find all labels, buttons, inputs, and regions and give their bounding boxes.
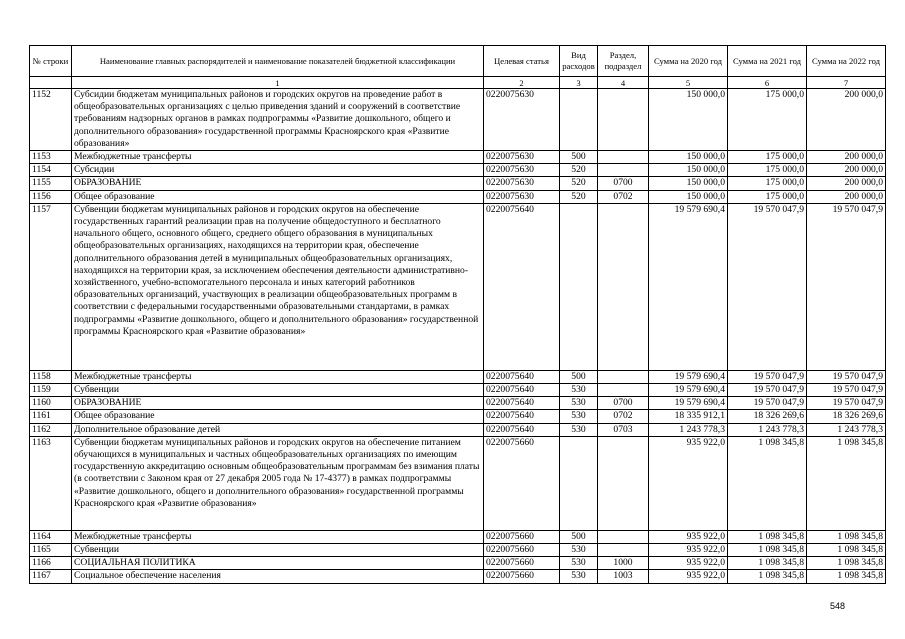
row-target-article: 0220075660: [484, 436, 560, 530]
row-sum-2021: 19 570 047,9: [728, 203, 807, 370]
row-expense-type: 500: [560, 530, 598, 543]
row-expense-type: 520: [560, 177, 598, 190]
row-sum-2021: 18 326 269,6: [728, 410, 807, 423]
row-sum-2021: 175 000,0: [728, 164, 807, 177]
header-sum-2022: Сумма на 2022 год: [807, 46, 886, 77]
row-expense-type: 530: [560, 557, 598, 570]
row-sum-2021: 1 098 345,8: [728, 570, 807, 583]
table-row: [30, 530, 886, 543]
row-name: Социальное обеспечение населения: [72, 570, 484, 583]
row-number: 1161: [30, 410, 72, 423]
row-target-article: 0220075630: [484, 164, 560, 177]
row-target-article: 0220075630: [484, 177, 560, 190]
row-target-article: 0220075640: [484, 203, 560, 370]
column-number: 6: [728, 77, 807, 89]
table-body: [30, 89, 886, 584]
table-row: [30, 177, 886, 190]
header-row-number: № строки: [30, 46, 72, 77]
row-sum-2020: 19 579 690,4: [649, 203, 728, 370]
table-header: [30, 46, 886, 89]
row-sum-2020: 935 922,0: [649, 436, 728, 530]
row-sum-2020: 150 000,0: [649, 89, 728, 151]
column-number: 1: [72, 77, 484, 89]
header-name: Наименование главных распорядителей и наименование показателей бюджетной классификации: [72, 46, 484, 77]
row-number: 1155: [30, 177, 72, 190]
row-expense-type: 530: [560, 410, 598, 423]
column-number: 3: [560, 77, 598, 89]
row-expense-type: 520: [560, 190, 598, 203]
row-sum-2022: 1 098 345,8: [807, 544, 886, 557]
row-sum-2022: 19 570 047,9: [807, 203, 886, 370]
row-name: Общее образование: [72, 410, 484, 423]
table-row: [30, 423, 886, 436]
table-row: [30, 203, 886, 370]
column-number-row: [30, 77, 886, 89]
row-name: ОБРАЗОВАНИЕ: [72, 177, 484, 190]
row-sum-2022: 200 000,0: [807, 151, 886, 164]
row-section: [598, 530, 649, 543]
row-expense-type: [560, 89, 598, 151]
column-number: 7: [807, 77, 886, 89]
row-section: 1000: [598, 557, 649, 570]
header-row: [30, 46, 886, 77]
row-sum-2021: 1 098 345,8: [728, 436, 807, 530]
row-sum-2020: 935 922,0: [649, 544, 728, 557]
row-expense-type: 530: [560, 384, 598, 397]
column-number: [30, 77, 72, 89]
row-target-article: 0220075640: [484, 423, 560, 436]
row-section: 1003: [598, 570, 649, 583]
row-sum-2020: 150 000,0: [649, 164, 728, 177]
row-section: 0700: [598, 177, 649, 190]
row-number: 1152: [30, 89, 72, 151]
row-sum-2022: 1 098 345,8: [807, 436, 886, 530]
column-number: 5: [649, 77, 728, 89]
row-sum-2021: 1 098 345,8: [728, 557, 807, 570]
row-sum-2020: 19 579 690,4: [649, 370, 728, 383]
row-section: [598, 384, 649, 397]
row-target-article: 0220075660: [484, 530, 560, 543]
row-sum-2020: 935 922,0: [649, 570, 728, 583]
table-row: [30, 557, 886, 570]
row-number: 1159: [30, 384, 72, 397]
row-name: Субвенции бюджетам муниципальных районов и городских округов на обеспечение государственных гарантий реализации прав на получение общедоступного и бесплатного начального общего, основного общего, среднего общего образования в муниципальных общеобразовательных организациях, находящихся на территории края, обеспечение дополнительного образования детей в муниципальных общеобразовательных организациях, находящихся на территории края, за исключением обеспечения деятельности административно-хозяйственного, учебно-вспомогательного персонала и иных категорий работников образовательных организаций, участвующих в реализации общеобразовательных программ в соответствии с федеральными государственными образовательными стандартами, в рамках подпрограммы «Развитие дошкольного, общего и дополнительного образования» государственной программы Красноярского края «Развитие образования»: [72, 203, 484, 370]
row-section: [598, 89, 649, 151]
row-sum-2022: 200 000,0: [807, 190, 886, 203]
row-target-article: 0220075640: [484, 384, 560, 397]
row-sum-2020: 935 922,0: [649, 557, 728, 570]
row-name: СОЦИАЛЬНАЯ ПОЛИТИКА: [72, 557, 484, 570]
row-name: Субвенции: [72, 544, 484, 557]
row-section: 0703: [598, 423, 649, 436]
budget-table: [29, 45, 886, 584]
table-row: [30, 190, 886, 203]
row-name: ОБРАЗОВАНИЕ: [72, 397, 484, 410]
table-row: [30, 436, 886, 530]
header-section: Раздел, подраздел: [598, 46, 649, 77]
row-number: 1167: [30, 570, 72, 583]
row-expense-type: 530: [560, 397, 598, 410]
row-name: Дополнительное образование детей: [72, 423, 484, 436]
row-expense-type: 500: [560, 370, 598, 383]
row-sum-2020: 1 243 778,3: [649, 423, 728, 436]
row-expense-type: 530: [560, 570, 598, 583]
table-row: [30, 151, 886, 164]
table-row: [30, 570, 886, 583]
row-name: Межбюджетные трансферты: [72, 530, 484, 543]
row-name: Субсидии: [72, 164, 484, 177]
row-sum-2021: 19 570 047,9: [728, 370, 807, 383]
row-expense-type: 530: [560, 423, 598, 436]
row-sum-2022: 19 570 047,9: [807, 397, 886, 410]
table-row: [30, 384, 886, 397]
row-name: Субвенции: [72, 384, 484, 397]
row-expense-type: [560, 436, 598, 530]
row-sum-2022: 200 000,0: [807, 164, 886, 177]
row-number: 1156: [30, 190, 72, 203]
row-section: 0700: [598, 397, 649, 410]
row-sum-2020: 18 335 912,1: [649, 410, 728, 423]
row-target-article: 0220075630: [484, 190, 560, 203]
row-section: 0702: [598, 410, 649, 423]
row-number: 1164: [30, 530, 72, 543]
row-number: 1158: [30, 370, 72, 383]
row-sum-2022: 200 000,0: [807, 89, 886, 151]
row-target-article: 0220075660: [484, 544, 560, 557]
row-expense-type: 500: [560, 151, 598, 164]
row-number: 1154: [30, 164, 72, 177]
row-sum-2022: 1 098 345,8: [807, 557, 886, 570]
row-section: [598, 203, 649, 370]
row-number: 1160: [30, 397, 72, 410]
row-sum-2022: 19 570 047,9: [807, 384, 886, 397]
row-number: 1165: [30, 544, 72, 557]
row-sum-2020: 150 000,0: [649, 151, 728, 164]
row-number: 1166: [30, 557, 72, 570]
row-section: 0702: [598, 190, 649, 203]
row-sum-2022: 19 570 047,9: [807, 370, 886, 383]
row-expense-type: 530: [560, 544, 598, 557]
row-target-article: 0220075640: [484, 397, 560, 410]
header-target-article: Целевая статья: [484, 46, 560, 77]
row-name: Субвенции бюджетам муниципальных районов и городских округов на обеспечение питанием обучающихся в муниципальных и частных общеобразовательных организациях по имеющим государственную аккредитацию основным общеобразовательным программам без взимания платы (в соответствии с Законом края от 27 декабря 2005 года № 17-4377) в рамках подпрограммы «Развитие дошкольного, общего и дополнительного образования» государственной программы Красноярского края «Развитие образования»: [72, 436, 484, 530]
row-sum-2021: 1 098 345,8: [728, 544, 807, 557]
row-target-article: 0220075660: [484, 557, 560, 570]
header-sum-2021: Сумма на 2021 год: [728, 46, 807, 77]
row-section: [598, 370, 649, 383]
row-section: [598, 151, 649, 164]
row-sum-2022: 18 326 269,6: [807, 410, 886, 423]
table-row: [30, 410, 886, 423]
row-number: 1163: [30, 436, 72, 530]
row-target-article: 0220075660: [484, 570, 560, 583]
row-expense-type: 520: [560, 164, 598, 177]
row-sum-2021: 175 000,0: [728, 190, 807, 203]
row-expense-type: [560, 203, 598, 370]
row-name: Межбюджетные трансферты: [72, 370, 484, 383]
table-row: [30, 397, 886, 410]
row-sum-2020: 19 579 690,4: [649, 384, 728, 397]
page-number: 548: [830, 601, 846, 611]
row-name: Межбюджетные трансферты: [72, 151, 484, 164]
row-name: Общее образование: [72, 190, 484, 203]
column-number: 2: [484, 77, 560, 89]
row-sum-2020: 19 579 690,4: [649, 397, 728, 410]
header-sum-2020: Сумма на 2020 год: [649, 46, 728, 77]
row-sum-2020: 935 922,0: [649, 530, 728, 543]
row-sum-2022: 200 000,0: [807, 177, 886, 190]
row-target-article: 0220075630: [484, 89, 560, 151]
table-row: [30, 544, 886, 557]
row-target-article: 0220075630: [484, 151, 560, 164]
row-section: [598, 544, 649, 557]
row-sum-2022: 1 243 778,3: [807, 423, 886, 436]
row-target-article: 0220075640: [484, 370, 560, 383]
header-expense-type: Вид расходов: [560, 46, 598, 77]
row-name: Субсидии бюджетам муниципальных районов и городских округов на проведение работ в общеобразовательных организациях с целью приведения зданий и сооружений в соответствие требованиям надзорных органов в рамках подпрограммы «Развитие дошкольного, общего и дополнительного образования» государственной программы Красноярского края «Развитие образования»: [72, 89, 484, 151]
row-target-article: 0220075640: [484, 410, 560, 423]
column-number: 4: [598, 77, 649, 89]
row-sum-2022: 1 098 345,8: [807, 570, 886, 583]
row-sum-2021: 1 243 778,3: [728, 423, 807, 436]
row-sum-2021: 175 000,0: [728, 89, 807, 151]
row-sum-2021: 175 000,0: [728, 151, 807, 164]
row-sum-2022: 1 098 345,8: [807, 530, 886, 543]
row-section: [598, 164, 649, 177]
table-row: [30, 89, 886, 151]
row-number: 1162: [30, 423, 72, 436]
row-section: [598, 436, 649, 530]
row-number: 1157: [30, 203, 72, 370]
row-sum-2021: 19 570 047,9: [728, 397, 807, 410]
row-sum-2021: 19 570 047,9: [728, 384, 807, 397]
row-sum-2021: 175 000,0: [728, 177, 807, 190]
row-sum-2021: 1 098 345,8: [728, 530, 807, 543]
row-sum-2020: 150 000,0: [649, 190, 728, 203]
table-row: [30, 164, 886, 177]
row-number: 1153: [30, 151, 72, 164]
table-row: [30, 370, 886, 383]
row-sum-2020: 150 000,0: [649, 177, 728, 190]
